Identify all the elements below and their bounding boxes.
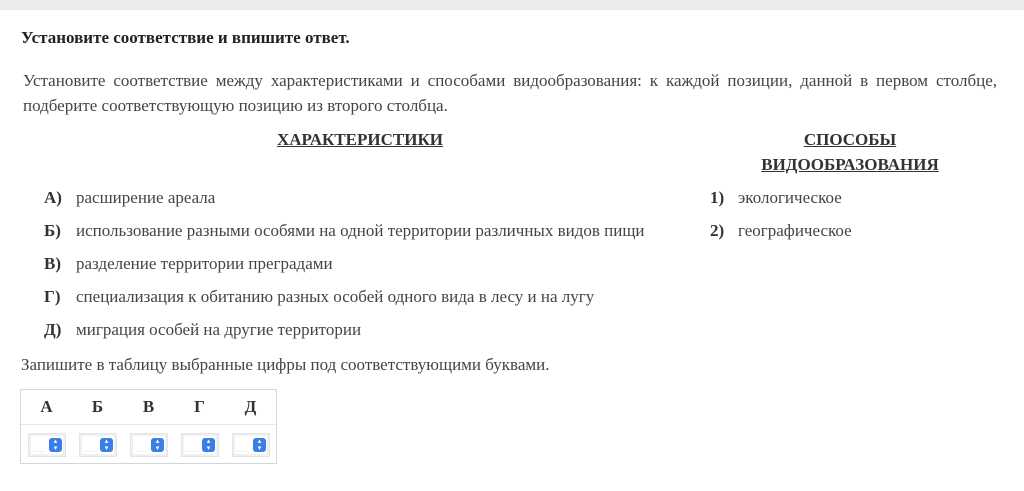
characteristic-text: специализация к обитанию разных особей одного вида в лесу и на лугу [76, 287, 595, 306]
select-value [237, 438, 249, 452]
characteristic-item [44, 319, 694, 341]
answer-select-a[interactable] [28, 433, 66, 457]
method-number: 2) [710, 221, 725, 240]
answer-letter: В [142, 397, 155, 416]
characteristic-item [44, 187, 694, 209]
answer-select-g[interactable] [181, 433, 219, 457]
answer-select-v[interactable] [130, 433, 168, 457]
method-item [710, 187, 960, 209]
task-intro: Установите соответствие между характеристиками и способами видообразования: к каждой позиции, данной в первом столбце, подберите соответствующую позицию из второго столбца. [23, 71, 997, 115]
characteristic-letter: Г) [44, 287, 61, 306]
characteristic-item [44, 253, 694, 275]
method-text: экологическое [738, 188, 842, 207]
select-stepper-icon: ▴ ▾ [100, 438, 113, 452]
method-text: географическое [738, 221, 852, 240]
answer-letter: Д [244, 397, 257, 416]
select-stepper-icon: ▴ ▾ [49, 438, 62, 452]
select-value [33, 438, 45, 452]
method-number: 1) [710, 188, 725, 207]
select-stepper-icon: ▴ ▾ [253, 438, 266, 452]
characteristic-letter: В) [44, 254, 61, 273]
answer-select-d[interactable] [232, 433, 270, 457]
methods-title-line2: ВИДООБРАЗОВАНИЯ [761, 155, 939, 174]
characteristic-text: расширение ареала [76, 188, 216, 207]
characteristic-text: миграция особей на другие территории [76, 320, 362, 339]
answer-letter: Б [91, 397, 104, 416]
characteristic-item [44, 220, 694, 242]
characteristic-letter: А) [44, 188, 62, 207]
characteristic-text: использование разными особями на одной территории различных видов пищи [76, 221, 645, 240]
select-stepper-icon: ▴ ▾ [151, 438, 164, 452]
select-value [84, 438, 96, 452]
answer-instruction: Запишите в таблицу выбранные цифры под соответствующими буквами. [21, 355, 550, 374]
answer-letter: А [40, 397, 53, 416]
characteristic-item [44, 286, 694, 308]
characteristic-letter: Д) [44, 320, 62, 339]
select-value [186, 438, 198, 452]
answer-table [20, 389, 277, 464]
characteristic-text: разделение территории преградами [76, 254, 333, 273]
answer-letters-row [21, 390, 276, 425]
characteristics-column-title: ХАРАКТЕРИСТИКИ [276, 130, 444, 149]
methods-title-line1: СПОСОБЫ [803, 130, 897, 149]
top-bar [0, 0, 1024, 10]
characteristic-letter: Б) [44, 221, 61, 240]
answer-letter: Г [194, 397, 205, 416]
methods-column-title [730, 127, 970, 177]
task-heading: Установите соответствие и впишите ответ. [21, 28, 350, 47]
answer-select-b[interactable] [79, 433, 117, 457]
method-item [710, 220, 960, 242]
select-value [135, 438, 147, 452]
select-stepper-icon: ▴ ▾ [202, 438, 215, 452]
